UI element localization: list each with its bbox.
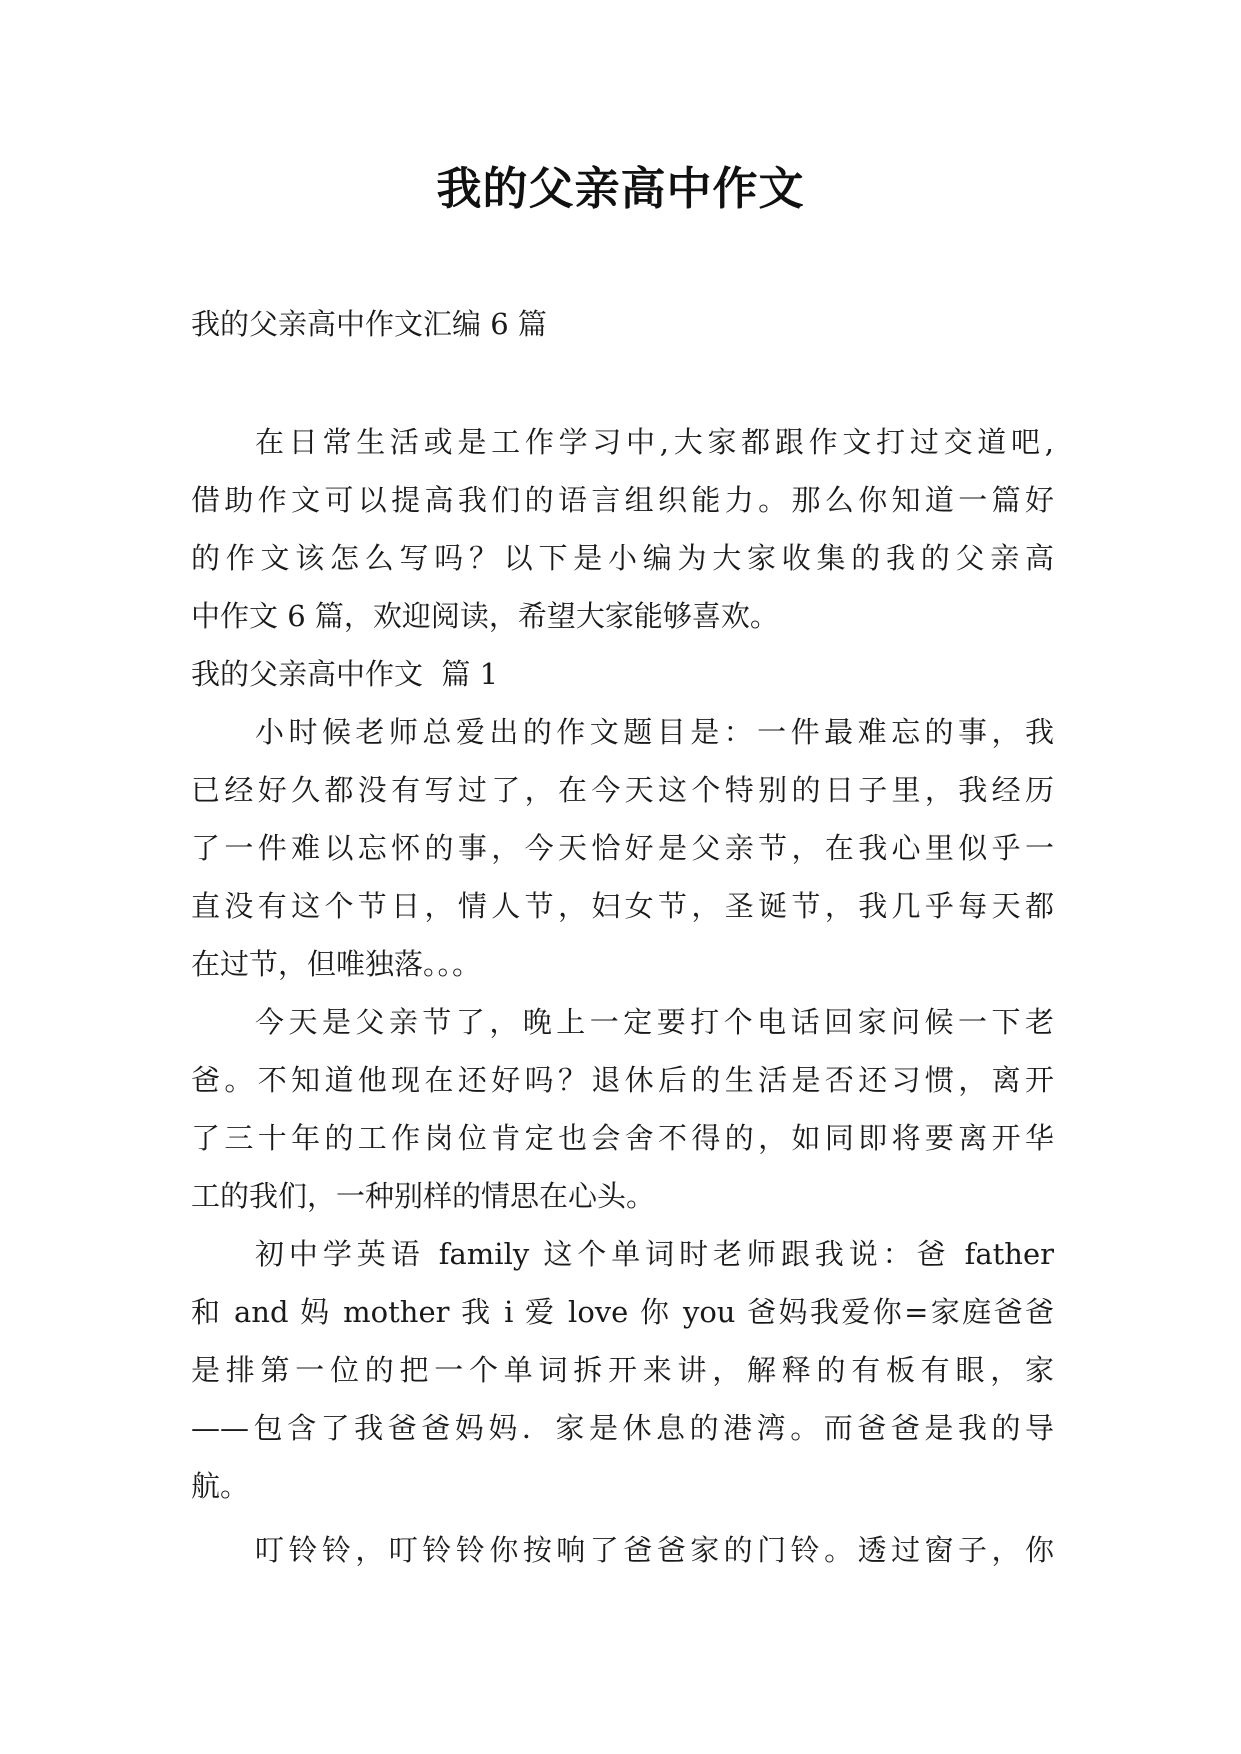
document-body bbox=[191, 295, 1054, 1579]
paragraph-line: 了三十年的工作岗位肯定也会舍不得的，如同即将要离开华 bbox=[191, 1121, 1054, 1155]
paragraph-line: 借助作文可以提高我们的语言组织能力。那么你知道一篇好 bbox=[191, 483, 1054, 517]
paragraph-line: 直没有这个节日，情人节，妇女节，圣诞节，我几乎每天都 bbox=[191, 889, 1054, 923]
spacer bbox=[191, 353, 1054, 413]
paragraph-3 bbox=[191, 1225, 1054, 1515]
paragraph-line: 和 and 妈 mother 我 i 爱 love 你 you 爸妈我爱你=家庭爸爸 bbox=[191, 1295, 1054, 1329]
paragraph-line: 在过节，但唯独落。。。 bbox=[191, 947, 482, 981]
paragraph-line: ——包含了我爸爸妈妈．家是休息的港湾。而爸爸是我的导 bbox=[191, 1411, 1054, 1445]
paragraph-line: 小时候老师总爱出的作文题目是：一件最难忘的事，我 bbox=[255, 715, 1054, 749]
section-heading: 我的父亲高中作文 篇 1 bbox=[191, 657, 499, 691]
paragraph-line: 的作文该怎么写吗？以下是小编为大家收集的我的父亲高 bbox=[191, 541, 1054, 575]
paragraph-line: 初中学英语 family 这个单词时老师跟我说：爸 father bbox=[255, 1237, 1054, 1271]
paragraph-line: 航。 bbox=[191, 1469, 250, 1503]
paragraph-line: 叮铃铃，叮铃铃你按响了爸爸家的门铃。透过窗子，你 bbox=[255, 1533, 1054, 1567]
paragraph-2 bbox=[191, 993, 1054, 1225]
paragraph-line: 是排第一位的把一个单词拆开来讲，解释的有板有眼，家 bbox=[191, 1353, 1054, 1387]
paragraph-1 bbox=[191, 703, 1054, 993]
paragraph-line: 了一件难以忘怀的事，今天恰好是父亲节，在我心里似乎一 bbox=[191, 831, 1054, 865]
document-title: 我的父亲高中作文 bbox=[436, 162, 805, 215]
paragraph-line: 在日常生活或是工作学习中,大家都跟作文打过交道吧, bbox=[255, 425, 1054, 459]
intro-paragraph bbox=[191, 413, 1054, 645]
paragraph-line: 爸。不知道他现在还好吗？退休后的生活是否还习惯，离开 bbox=[191, 1063, 1054, 1097]
paragraph-line: 工的我们，一种别样的情思在心头。 bbox=[191, 1179, 656, 1213]
document-subtitle: 我的父亲高中作文汇编 6 篇 bbox=[191, 307, 547, 341]
paragraph-line: 中作文 6 篇，欢迎阅读，希望大家能够喜欢。 bbox=[191, 599, 779, 633]
paragraph-line: 已经好久都没有写过了，在今天这个特别的日子里，我经历 bbox=[191, 773, 1054, 807]
paragraph-4 bbox=[191, 1521, 1054, 1579]
paragraph-line: 今天是父亲节了，晚上一定要打个电话回家问候一下老 bbox=[255, 1005, 1054, 1039]
